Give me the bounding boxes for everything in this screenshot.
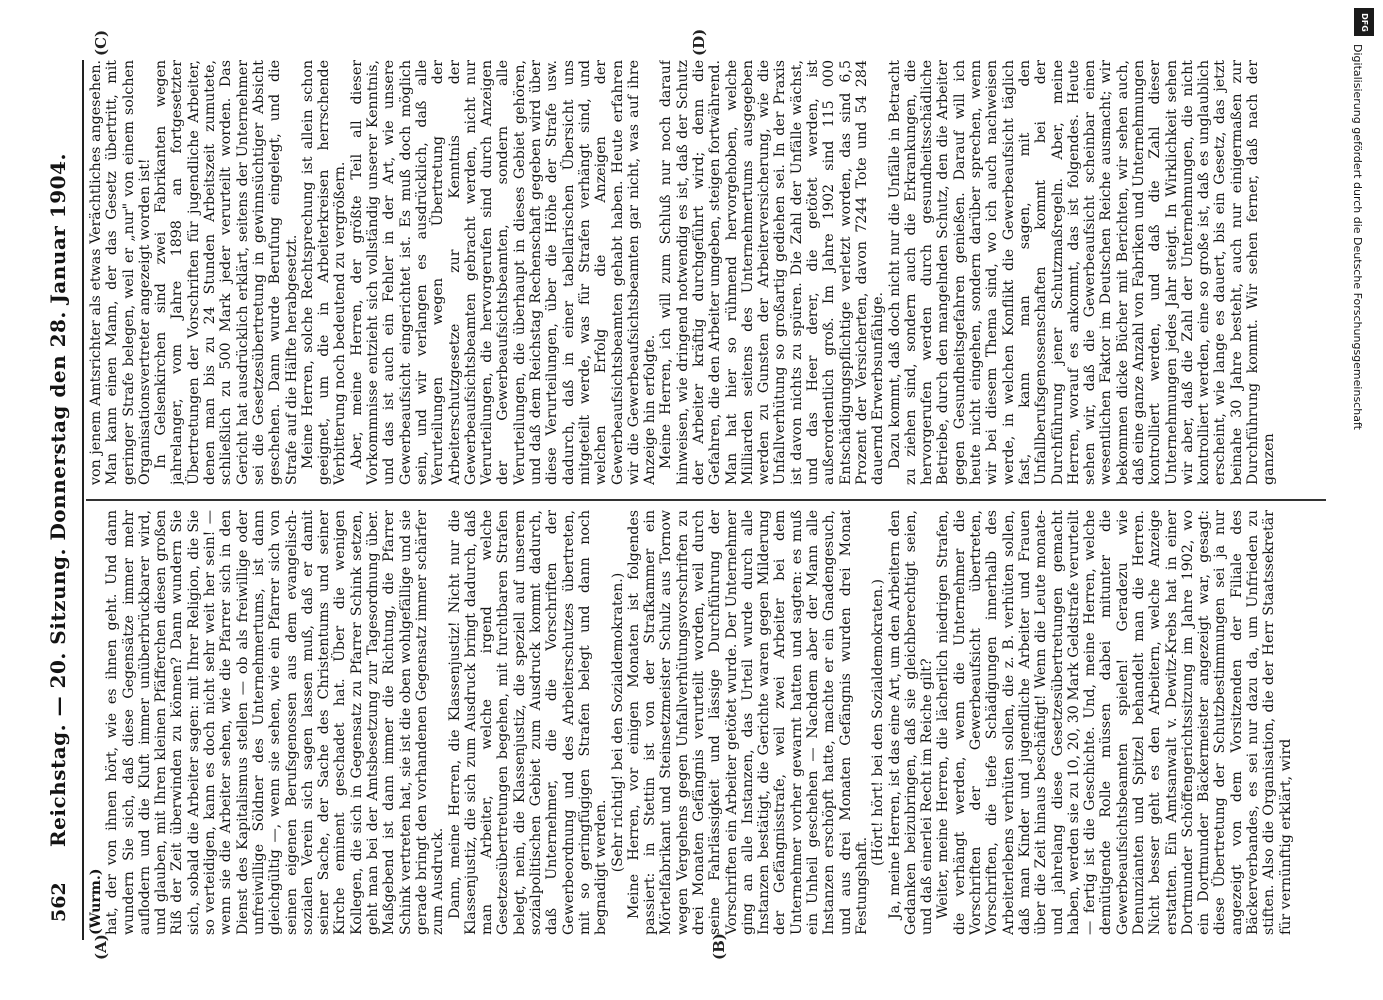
paragraph: Dazu kommt, daß doch nicht nur die Unfälle in Betracht zu ziehen sind, sondern auch die Erkrankungen, die hervorgerufen werden durch gesundheitsschädliche Betriebe, durch den mangelnden Schutz, den die Arbeiter gegen Gesundheitsgefahren genießen. Darauf will ich heute nicht eingehen, sondern darüber sprechen, wenn wir bei diesem Thema sind, wo ich auch nachweisen werde, in welchen Konflikt die Gewerbeaufsicht täglich fast, kann man sagen, mit den Unfallberufsgenossenschaften kommt bei der Durchführung jener Schutzmaßregeln. Aber, meine Herren, worauf es ankommt, das ist folgendes. Heute sehen wir, daß die Gewerbeaufsicht scheinbar einen wesentlichen Faktor im Deutschen Reiche ausmacht; wir bekommen dicke Bücher mit Berichten, wir sehen auch, daß eine ganze Anzahl von Fabriken und Unternehmungen kontrolliert werden, und daß die Zahl dieser Unternehmungen jedes Jahr steigt. In Wirklichkeit sehen wir aber, daß die Zahl der Unternehmungen, die nicht kontrolliert werden, eine so große ist, daß es unglaublich erscheint, wie lange es dauert, bis ein Gesetz, das jetzt beinahe 30 Jahre besteht, auch nur einigermaßen zur Durchführung kommt. Wir sehen ferner, daß nach der ganzen	[886, 60, 1278, 485]
dfg-logo	[1354, 8, 1374, 36]
page-header	[40, 0, 76, 1000]
paragraph: hat, der von ihnen hört, wie es ihnen geht. Und dann wundern Sie sich, daß diese Gegensätze immer mehr auflodern und die Kluft immer unüberbrückbarer wird, und glauben, mit Ihren kleinen Pfäfferchen diesen großen Riß der Zeit überwinden zu können? Dann wundern Sie sich, sobald die Arbeiter sagen: mit Ihrer Religion, die Sie so verteidigen, kann es doch nicht sehr weit her sein! — wenn sie die Arbeiter sehen, wie die Pfarrer sich in den Dienst des Kapitalismus stellen — ob als freiwillige oder unfreiwillige Söldner des Unternehmertums, ist dann gleichgültig —, wenn sie sehen, wie ein Pfarrer sich von seinen eigenen Berufsgenossen aus dem evangelisch-sozialen Verein sich sagen lassen muß, daß er damit seiner Sache, der Sache des Christentums und seiner Kirche eminent geschadet hat. Über die wenigen Kollegen, die sich in Gegensatz zu Pfarrer Schink setzen, geht man bei der Amtsbesetzung zur Tagesordnung über. Maßgebend ist dann immer die Richtung, die Pfarrer Schink vertreten hat, sie ist die oben wohlgefällige und sie gerade bringt den vorhandenen Gegensatz immer schärfer zum Ausdruck.	[104, 510, 447, 935]
dfg-logo-text: DFG	[1359, 12, 1369, 32]
interjection: (Hört! hört! bei den Sozialdemokraten.)	[870, 578, 887, 867]
margin-marker-d: (D)	[690, 28, 708, 56]
paragraph: von jenem Amtsrichter als etwas Verächtliches angesehen. Man kann einen Mann, der das Gesetz übertritt, mit geringer Strafe belegen, weil er „nur" von einem solchen Organisationsvertreter angezeigt worden ist!	[88, 60, 153, 485]
left-column	[88, 510, 1333, 935]
digitization-credit	[1351, 8, 1377, 994]
paragraph: Meine Herren, ich will zum Schluß nur noch darauf hinweisen, wie dringend notwendig es ist, daß der Schutz der Arbeiter kräftig durchgeführt wird; denn die Gefahren, die den Arbeiter umgeben, steigen fortwährend. Man hat hier so rühmend hervorgehoben, welche Milliarden seitens des Unternehmertums ausgegeben werden zu Gunsten der Arbeiterversicherung, wie die Unfallverhütung so großartig gediehen sei. In der Praxis ist davon nichts zu spüren. Die Zahl der Unfälle wächst, und das Heer derer, die getötet werden, ist außerordentlich groß. Im Jahre 1902 sind 115 000 Entschädigungspflichtige verletzt worden, das sind 6,5 Prozent der Versicherten, davon 7244 Tote und 54 284 dauernd Erwerbsunfähige.	[658, 60, 887, 485]
paragraph: Dann, meine Herren, die Klassenjustiz! Nicht nur die Klassenjustiz, die sich zum Ausdruck bringt dadurch, daß man Arbeiter, welche irgend welche Gesetzesübertretungen begehen, mit furchtbaren Strafen belegt, nein, die Klassenjustiz, die speziell auf unserem sozialpolitischen Gebiet zum Ausdruck kommt dadurch, daß Unternehmer, die die Vorschriften der Gewerbeordnung und des Arbeiterschutzes übertreten, mit so geringfügigen Strafen belegt und dann noch begnadigt werden.	[446, 510, 610, 935]
credit-text: Digitalisierung gefördert durch die Deutsche Forschungsgemeinschaft	[1351, 44, 1364, 430]
speaker-label: (Wurm.)	[88, 868, 104, 935]
margin-marker-c: (C)	[92, 29, 110, 56]
column-divider	[86, 499, 1326, 501]
margin-marker-b: (B)	[710, 933, 728, 960]
paragraph: Meine Herren, vor einigen Monaten ist folgendes passiert: in Stettin ist von der Strafkammer ein Mörtelfabrikant und Steinsetzmeister Schulz aus Tornow wegen Vergehens gegen Unfallverhütungsvorschriften zu drei Monaten Gefängnis verurteilt worden, weil durch seine Fahrlässigkeit und lässige Durchführung der Vorschriften ein Arbeiter getötet wurde. Der Unternehmer ging an alle Instanzen, das Urteil wurde durch alle Instanzen bestätigt, die Gerichte waren gegen Milderung der Gefängnisstrafe, weil zwei Arbeiter bei dem Unternehmer vorher gewarnt hatten und sagten: es muß ein Unheil geschehen — Nachdem aber der Mann alle Instanzen erschöpft hatte, machte er ein Gnadengesuch, und aus drei Monaten Gefängnis wurden drei Monat Festungshaft.	[625, 510, 870, 935]
page-number: 562	[48, 882, 70, 922]
right-column	[88, 60, 1333, 485]
margin-marker-a: (A)	[92, 934, 110, 960]
interjection: (Sehr richtig! bei den Sozialdemokraten.)	[609, 572, 626, 873]
page-title: Reichstag. — 20. Sitzung. Donnerstag den 28. Januar 1904.	[46, 153, 70, 847]
speaker-name	[88, 510, 104, 935]
paragraph: In Gelsenkirchen sind zwei Fabrikanten wegen jahrelanger, vom Jahre 1898 an fortgesetzter Übertretungen der Vorschriften für jugendliche Arbeiter, denen man bis zu 24 Stunden Arbeitszeit zumutete, schließlich zu 500 Mark jeder verurteilt worden. Das Gericht hat ausdrücklich erklärt, seitens der Unternehmer sei die Gesetzesübertretung in gewinnsüchtiger Absicht geschehen. Dann wurde Berufung eingelegt, und die Strafe auf die Hälfte herabgesetzt.	[153, 60, 300, 485]
header-rule	[82, 60, 84, 940]
paragraph: Ja, meine Herren, ist das eine Art, um den Arbeitern den Gedanken beizubringen, daß sie gleichberechtigt seien, und daß einerlei Recht im Reiche gilt?	[886, 510, 936, 935]
paragraph: Aber, meine Herren, der größte Teil all dieser Vorkommnisse entzieht sich vollständig unserer Kenntnis, und das ist auch ein Fehler in der Art, wie unsere Gewerbeaufsicht eingerichtet ist. Es muß doch möglich sein, und wir verlangen es ausdrücklich, daß alle Verurteilungen wegen Übertretung der Arbeiterschutzgesetze zur Kenntnis der Gewerbeaufsichtsbeamten gebracht werden, nicht nur Verurteilungen, die hervorgerufen sind durch Anzeigen der Gewerbeaufsichtsbeamten, sondern alle Verurteilungen, die überhaupt in dieses Gebiet gehören, und daß dem Reichstag Rechenschaft gegeben wird über diese Verurteilungen, über die Höhe der Strafe usw. dadurch, daß in einer tabellarischen Übersicht uns mitgeteilt werde, was für Strafen verhängt sind, und welchen Erfolg die Anzeigen der Gewerbeaufsichtsbeamten gehabt haben. Heute erfahren wir die Gewerbeaufsichtsbeamten gar nicht, was auf ihre Anzeige hin erfolgte.	[348, 60, 659, 485]
paragraph: Meine Herren, solche Rechtsprechung ist allein schon geeignet, um die in Arbeiterkreisen herrschende Verbitterung noch bedeutend zu vergrößern.	[299, 60, 349, 485]
paragraph: Weiter, meine Herren, die lächerlich niedrigen Strafen, die verhängt werden, wenn die Unternehmer die Vorschriften der Gewerbeaufsicht übertreten, Vorschriften, die tiefe Schädigungen innerhalb des Arbeiterlebens verhüten sollen, die z. B. verhüten sollen, daß man Kinder und jugendliche Arbeiter und Frauen über die Zeit hinaus beschäftigt! Wenn die Leute monate- und jahrelang diese Gesetzesübertretungen gemacht haben, werden sie zu 10, 20, 30 Mark Geldstrafe verurteilt — fertig ist die Geschichte. Und, meine Herren, welche demütigende Rolle müssen dabei mitunter die Gewerbeaufsichtsbeamten spielen! Geradezu wie Denunzianten und Spitzel behandelt man die Herren. Nicht besser geht es den Arbeitern, welche Anzeige erstatten. Ein Amtsanwalt v. Dewitz-Krebs hat in einer Dortmunder Schöffengerichtssitzung im Jahre 1902, wo ein Dortmunder Bäckermeister angezeigt war, gesagt: diese Übertretung der Schutzbestimmungen sei ja nur angezeigt von dem Vorsitzenden der Filiale des Bäckerverbandes, es sei nur dazu da, um Unfrieden zu stiften. Also die Organisation, die der Herr Staatssekretär für vernünftig erklärt, wird	[935, 510, 1294, 935]
